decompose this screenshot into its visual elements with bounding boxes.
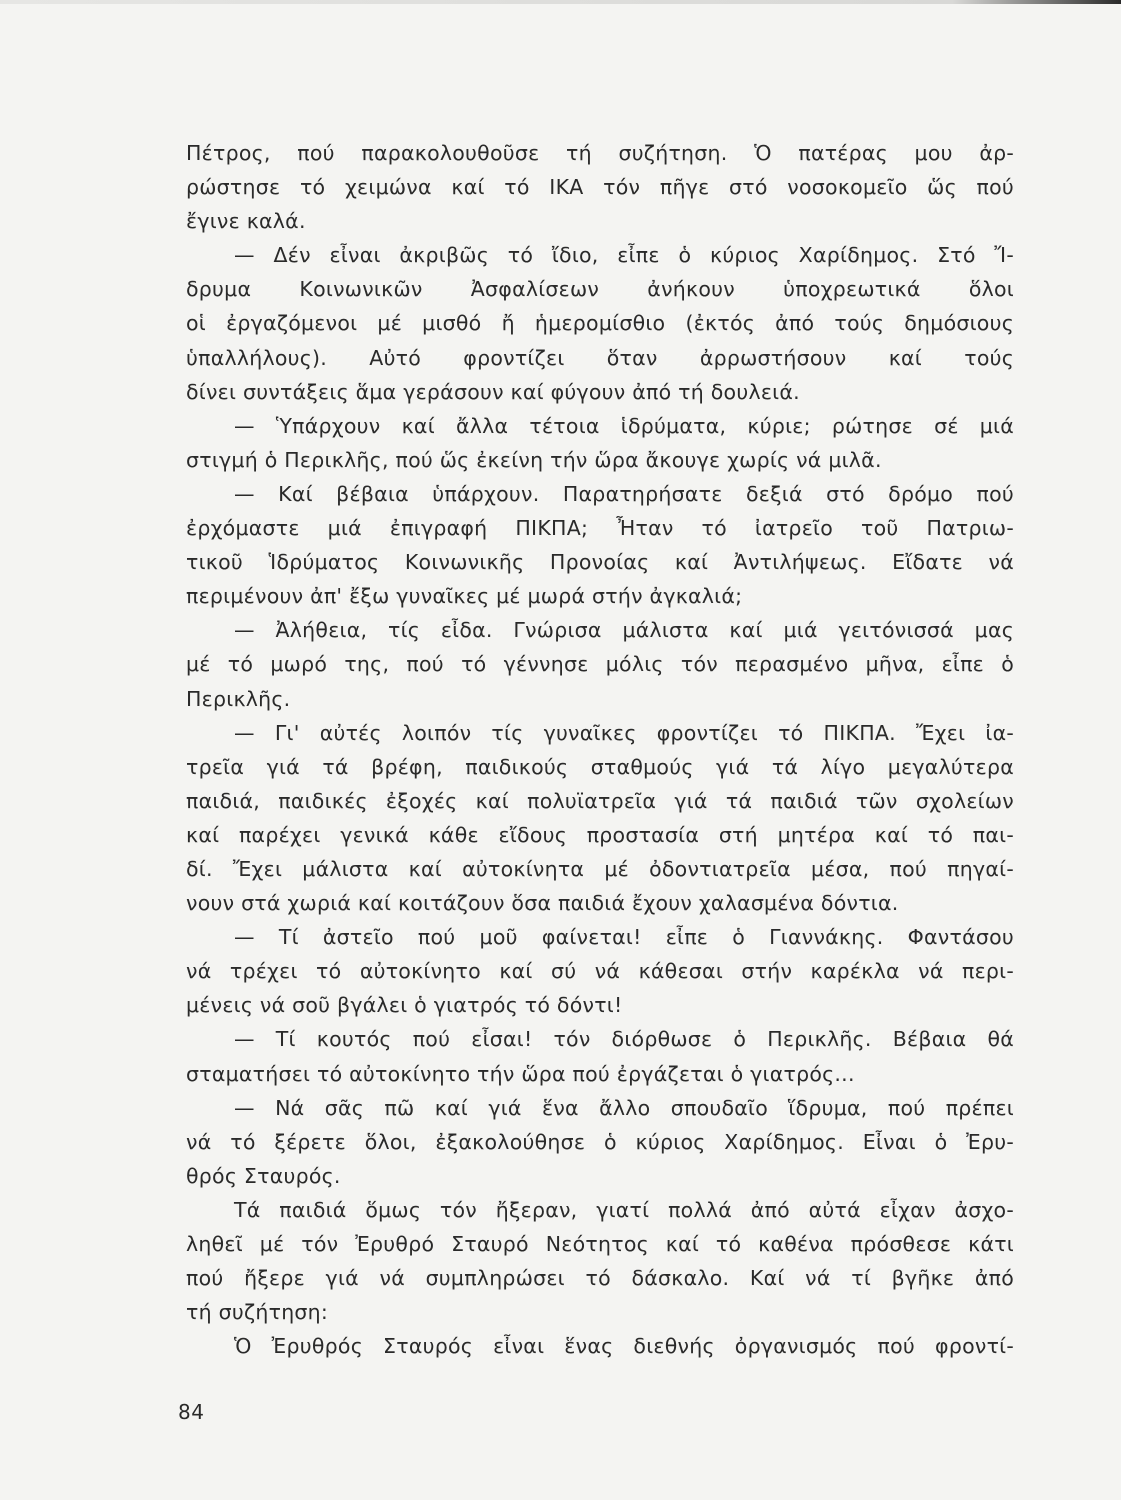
text-line: ληθεῖ μέ τόν Ἐρυθρό Σταυρό Νεότητος καί τό καθένα πρόσθεσε κάτι [186, 1232, 1014, 1256]
text-line: τικοῦ Ἱδρύματος Κοινωνικῆς Προνοίας καί Ἀντιλήψεως. Εἴδατε νά [186, 550, 1014, 575]
text-line: — Καί βέβαια ὑπάρχουν. Παρατηρήσατε δεξιά στό δρόμο πού [234, 481, 1014, 506]
text-line: Περικλῆς. [186, 686, 291, 711]
text-line: — Τί κουτός πού εἶσαι! τόν διόρθωσε ὁ Περικλῆς. Βέβαια θά [234, 1027, 1014, 1052]
text-line: — Ὑπάρχουν καί ἄλλα τέτοια ἱδρύματα, κύριε; ρώτησε σέ μιά [234, 413, 1014, 438]
text-line: — Δέν εἶναι ἀκριβῶς τό ἴδιο, εἶπε ὁ κύριος Χαρίδημος. Στό Ἴ- [234, 243, 1014, 268]
text-line: νά τό ξέρετε ὅλοι, ἐξακολούθησε ὁ κύριος Χαρίδημος. Εἶναι ὁ Ἐρυ- [186, 1129, 1014, 1154]
text-line: στιγμή ὁ Περικλῆς, πού ὥς ἐκείνη τήν ὥρα ἄκουγε χωρίς νά μιλᾶ. [186, 447, 882, 472]
text-line: θρός Σταυρός. [186, 1163, 341, 1188]
text-line: — Γι' αὐτές λοιπόν τίς γυναῖκες φροντίζει τό ΠΙΚΠΑ. Ἔχει ἰα- [234, 720, 1014, 745]
text-line: ἔγινε καλά. [186, 209, 306, 234]
text-line: νουν στά χωριά καί κοιτάζουν ὅσα παιδιά ἔχουν χαλασμένα δόντια. [186, 891, 899, 916]
text-line: τρεῖα γιά τά βρέφη, παιδικούς σταθμούς γιά τά λίγο μεγαλύτερα [186, 754, 1014, 779]
text-line: σταματήσει τό αὐτοκίνητο τήν ὥρα πού ἐργάζεται ὁ γιατρός... [186, 1061, 855, 1086]
text-line: Τά παιδιά ὅμως τόν ἤξεραν, γιατί πολλά ἀπό αὐτά εἶχαν ἀσχο- [234, 1197, 1014, 1222]
text-line: περιμένουν ἀπ' ἔξω γυναῖκες μέ μωρά στήν ἀγκαλιά; [186, 584, 743, 609]
text-line: τή συζήτηση: [186, 1300, 329, 1325]
text-line: παιδιά, παιδικές ἐξοχές καί πολυϊατρεῖα γιά τά παιδιά τῶν σχολείων [186, 788, 1014, 813]
text-line: — Ἀλήθεια, τίς εἶδα. Γνώρισα μάλιστα καί μιά γειτόνισσά μας [234, 618, 1014, 643]
text-line: καί παρέχει γενικά κάθε εἴδους προστασία στή μητέρα καί τό παι- [186, 822, 1014, 847]
text-line: Ὁ Ἐρυθρός Σταυρός εἶναι ἕνας διεθνής ὀργανισμός πού φροντί- [234, 1334, 1014, 1359]
text-line: — Νά σᾶς πῶ καί γιά ἕνα ἄλλο σπουδαῖο ἵδρυμα, πού πρέπει [234, 1095, 1014, 1120]
text-line: ὑπαλλήλους). Αὐτό φροντίζει ὅταν ἀρρωστήσουν καί τούς [186, 345, 1014, 370]
text-line: — Τί ἀστεῖο πού μοῦ φαίνεται! εἶπε ὁ Γιαννάκης. Φαντάσου [234, 925, 1014, 950]
scan-top-edge [0, 0, 1121, 4]
text-line: ἐρχόμαστε μιά ἐπιγραφή ΠΙΚΠΑ; Ἦταν τό ἰατρεῖο τοῦ Πατριω- [186, 516, 1014, 541]
text-line: Πέτρος, πού παρακολουθοῦσε τή συζήτηση. Ὁ πατέρας μου ἀρ- [186, 141, 1014, 165]
page-number: 84 [178, 1400, 205, 1424]
text-line: μέ τό μωρό της, πού τό γέννησε μόλις τόν περασμένο μῆνα, εἶπε ὁ [186, 652, 1014, 677]
text-line: μένεις νά σοῦ βγάλει ὁ γιατρός τό δόντι! [186, 993, 623, 1018]
text-line: δρυμα Κοινωνικῶν Ἀσφαλίσεων ἀνήκουν ὑποχρεωτικά ὅλοι [186, 277, 1014, 302]
text-line: δί. Ἔχει μάλιστα καί αὐτοκίνητα μέ ὀδοντιατρεῖα μέσα, πού πηγαί- [186, 856, 1014, 881]
text-line: οἱ ἐργαζόμενοι μέ μισθό ἤ ἡμερομίσθιο (ἐκτός ἀπό τούς δημόσιους [186, 311, 1014, 336]
text-line: ρώστησε τό χειμώνα καί τό ΙΚΑ τόν πῆγε στό νοσοκομεῖο ὥς πού [186, 175, 1014, 200]
text-line: νά τρέχει τό αὐτοκίνητο καί σύ νά κάθεσαι στήν καρέκλα νά περι- [186, 959, 1014, 984]
page-text-body [186, 136, 1014, 1363]
text-line: δίνει συντάξεις ἅμα γεράσουν καί φύγουν ἀπό τή δουλειά. [186, 379, 800, 404]
text-line: πού ἤξερε γιά νά συμπληρώσει τό δάσκαλο. Καί νά τί βγῆκε ἀπό [186, 1266, 1014, 1291]
